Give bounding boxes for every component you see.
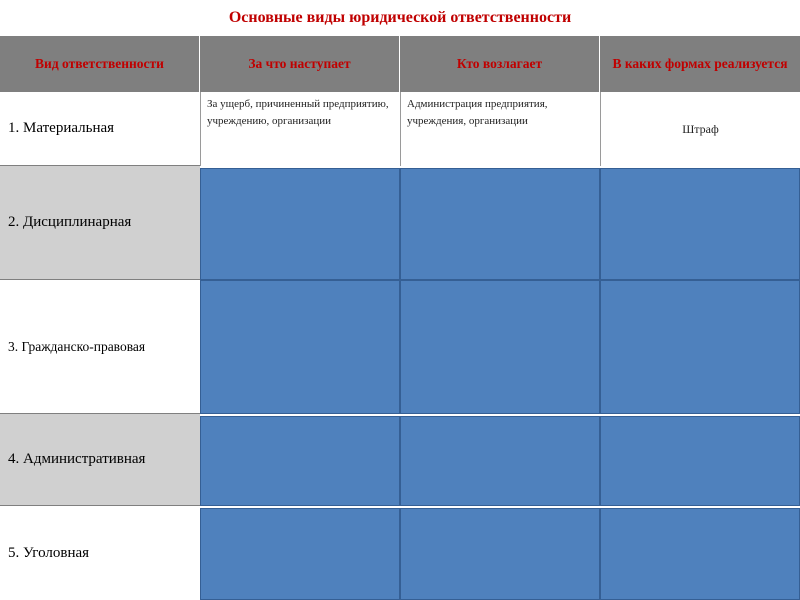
- header-who: Кто возлагает: [400, 36, 600, 92]
- cell-material-who: Администрация предприятия, учреждения, организации: [400, 92, 600, 166]
- hidden-cell-civil-forms[interactable]: [600, 280, 800, 414]
- row-label-administrative: 4. Административная: [0, 414, 200, 506]
- hidden-cell-administrative-who[interactable]: [400, 416, 600, 506]
- cell-material-forms: Штраф: [600, 92, 800, 166]
- cell-material-for-what: За ущерб, причиненный предприятию, учреждению, организации: [200, 92, 400, 166]
- hidden-cell-criminal-who[interactable]: [400, 508, 600, 600]
- header-for-what: За что наступает: [200, 36, 400, 92]
- row-label-material: 1. Материальная: [0, 92, 200, 166]
- hidden-cell-administrative-forms[interactable]: [600, 416, 800, 506]
- hidden-cell-criminal-forms[interactable]: [600, 508, 800, 600]
- row-label-criminal: 5. Уголовная: [0, 506, 200, 600]
- header-forms: В каких формах реализуется: [600, 36, 800, 92]
- header-type: Вид ответственности: [0, 36, 200, 92]
- hidden-cell-administrative-for-what[interactable]: [200, 416, 400, 506]
- hidden-cell-disciplinary-for-what[interactable]: [200, 168, 400, 280]
- responsibility-table: [0, 36, 800, 600]
- hidden-cell-disciplinary-forms[interactable]: [600, 168, 800, 280]
- hidden-cell-civil-who[interactable]: [400, 280, 600, 414]
- hidden-cell-criminal-for-what[interactable]: [200, 508, 400, 600]
- row-label-civil: 3. Гражданско-правовая: [0, 280, 200, 414]
- row-label-disciplinary: 2. Дисциплинарная: [0, 166, 200, 280]
- slide-title: Основные виды юридической ответственности: [0, 0, 800, 37]
- hidden-cell-civil-for-what[interactable]: [200, 280, 400, 414]
- hidden-cell-disciplinary-who[interactable]: [400, 168, 600, 280]
